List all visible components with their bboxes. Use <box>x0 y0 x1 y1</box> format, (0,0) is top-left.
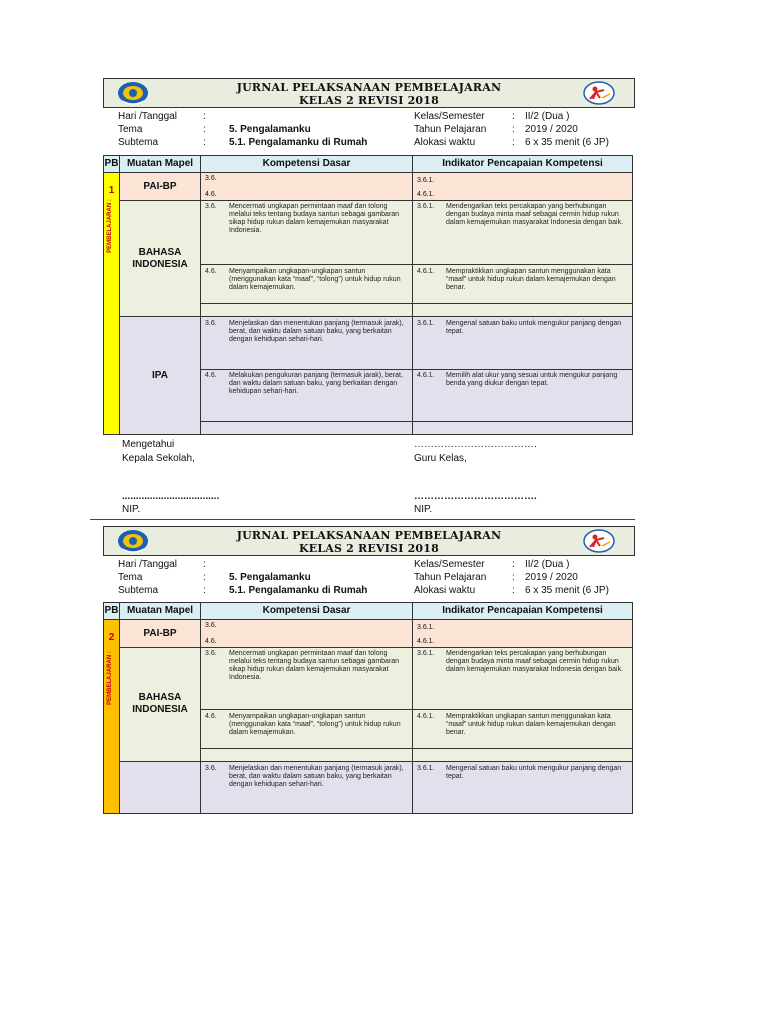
ipa-ind2-cell: 4.6.1. Memilih alat ukur yang sesuai untuk mengukur panjang benda yang diukur dengan tepat. <box>412 369 633 422</box>
bi-kd1-cell: 3.6. Mencermati ungkapan permintaan maaf dan tolong melalui teks tentang budaya santun sebagai gambaran sikap hidup rukun dalam kemajemukan masyarakat Indonesia. <box>200 647 413 710</box>
bi-kd1-cell: 3.6. Mencermati ungkapan permintaan maaf dan tolong melalui teks tentang budaya santun sebagai gambaran sikap hidup rukun dalam kemajemukan masyarakat Indonesia. <box>200 200 413 265</box>
tema-label: Tema <box>118 572 143 583</box>
bi-empty-cell <box>200 748 413 762</box>
colon: : <box>203 137 206 148</box>
header-indikator: Indikator Pencapaian Kompetensi <box>412 155 633 173</box>
subtema-label: Subtema <box>118 585 159 596</box>
bi-ind1-cell: 3.6.1. Mendengarkan teks percakapan yang berhubungan dengan budaya minta maaf sebagai cermin hidup rukun dalam kemajemukan masyarakat Indonesia dengan baik. <box>412 200 633 265</box>
kelas-value: II/2 (Dua ) <box>525 111 570 122</box>
bi-empty-cell <box>412 748 633 762</box>
ipa-empty-cell <box>412 421 633 435</box>
ipa-kd1-cell: 3.6. Menjelaskan dan menentukan panjang (termasuk jarak), berat, dan waktu dalam satuan baku, yang berkaitan dengan kehidupan sehari-hari. <box>200 761 413 814</box>
mapel-pai: PAI-BP <box>119 172 201 201</box>
tahun-value: 2019 / 2020 <box>525 572 578 583</box>
subtema-value: 5.1. Pengalamanku di Rumah <box>229 585 368 596</box>
header-kd: Kompetensi Dasar <box>200 155 413 173</box>
school-logo-icon <box>582 81 616 105</box>
pb-label: PEMBELAJARAN : <box>107 651 113 705</box>
colon: : <box>203 559 206 570</box>
colon: : <box>512 585 515 596</box>
pb-number: 2 <box>108 632 115 643</box>
mapel-ipa <box>119 761 201 814</box>
colon: : <box>203 572 206 583</box>
alokasi-label: Alokasi waktu <box>414 585 476 596</box>
journal-header <box>103 78 635 108</box>
bi-ind2-cell: 4.6.1. Mempraktikkan ungkapan santun menggunakan kata “maaf” untuk hidup rukun dalam kemajemukan dengan benar. <box>412 264 633 304</box>
pai-kd-cell: 3.6. 4.6. <box>200 619 413 648</box>
nip-right: NIP. <box>414 504 433 515</box>
nip-left: NIP. <box>122 504 141 515</box>
colon: : <box>203 585 206 596</box>
alokasi-value: 6 x 35 menit (6 JP) <box>525 137 609 148</box>
bi-kd2-cell: 4.6. Menyampaikan ungkapan-ungkapan santun (menggunakan kata “maaf”, “tolong”) untuk hidup rukun dalam kemajemukan. <box>200 264 413 304</box>
journal-title: JURNAL PELAKSANAAN PEMBELAJARAN <box>236 529 502 542</box>
ipa-ind1-cell: 3.6.1. Mengenal satuan baku untuk mengukur panjang dengan tepat. <box>412 316 633 370</box>
header-kd: Kompetensi Dasar <box>200 602 413 620</box>
tema-label: Tema <box>118 124 143 135</box>
pb-number: 1 <box>108 185 115 196</box>
ipa-kd1-cell: 3.6. Menjelaskan dan menentukan panjang (termasuk jarak), berat, dan waktu dalam satuan baku, yang berkaitan dengan kehidupan sehari-hari. <box>200 316 413 370</box>
subtema-label: Subtema <box>118 137 159 148</box>
bi-empty-cell <box>200 303 413 317</box>
tahun-label: Tahun Pelajaran <box>414 124 487 135</box>
mengetahui-label: Mengetahui <box>122 439 175 450</box>
colon: : <box>203 124 206 135</box>
tahun-value: 2019 / 2020 <box>525 124 578 135</box>
page-divider <box>90 519 635 520</box>
subtema-value: 5.1. Pengalamanku di Rumah <box>229 137 368 148</box>
ipa-kd2-cell: 4.6. Melakukan pengukuran panjang (termasuk jarak), berat, dan waktu dalam satuan baku, yang berkaitan dengan kehidupan sehari-hari. <box>200 369 413 422</box>
bi-ind2-cell: 4.6.1. Mempraktikkan ungkapan santun menggunakan kata “maaf” untuk hidup rukun dalam kemajemukan dengan benar. <box>412 709 633 749</box>
bi-kd2-cell: 4.6. Menyampaikan ungkapan-ungkapan santun (menggunakan kata “maaf”, “tolong”) untuk hidup rukun dalam kemajemukan. <box>200 709 413 749</box>
signature-line-right: ………………………………. <box>414 491 537 502</box>
bi-empty-cell <box>412 303 633 317</box>
colon: : <box>512 572 515 583</box>
journal-subtitle: KELAS 2 REVISI 2018 <box>298 542 439 555</box>
pai-kd-cell: 3.6. 4.6. <box>200 172 413 201</box>
kepala-sekolah-label: Kepala Sekolah, <box>122 453 195 464</box>
guru-kelas-label: Guru Kelas, <box>414 453 467 464</box>
ipa-empty-cell <box>200 421 413 435</box>
mapel-ipa: IPA <box>119 316 201 435</box>
alokasi-value: 6 x 35 menit (6 JP) <box>525 585 609 596</box>
colon: : <box>512 124 515 135</box>
colon: : <box>512 559 515 570</box>
header-mapel: Muatan Mapel <box>119 155 201 173</box>
date-line-right: ………………………………. <box>414 439 537 450</box>
kelas-label: Kelas/Semester <box>414 559 485 570</box>
journal-header <box>103 526 635 556</box>
mapel-bahasa-indonesia: BAHASA INDONESIA <box>119 200 201 317</box>
mapel-bahasa-indonesia: BAHASA INDONESIA <box>119 647 201 762</box>
pb-column <box>103 172 120 435</box>
ipa-ind1-cell: 3.6.1. Mengenal satuan baku untuk mengukur panjang dengan tepat. <box>412 761 633 814</box>
mapel-pai: PAI-BP <box>119 619 201 648</box>
header-pb: PB <box>103 155 120 173</box>
header-indikator: Indikator Pencapaian Kompetensi <box>412 602 633 620</box>
header-pb: PB <box>103 602 120 620</box>
tema-value: 5. Pengalamanku <box>229 572 311 583</box>
signature-line-left: ................................... <box>122 491 220 502</box>
journal-subtitle: KELAS 2 REVISI 2018 <box>298 94 439 107</box>
alokasi-label: Alokasi waktu <box>414 137 476 148</box>
hari-label: Hari /Tanggal <box>118 111 177 122</box>
colon: : <box>512 137 515 148</box>
header-mapel: Muatan Mapel <box>119 602 201 620</box>
pb-column <box>103 619 120 814</box>
school-logo-icon <box>582 529 616 553</box>
hari-label: Hari /Tanggal <box>118 559 177 570</box>
journal-title: JURNAL PELAKSANAAN PEMBELAJARAN <box>236 81 502 94</box>
kelas-label: Kelas/Semester <box>414 111 485 122</box>
pb-label: PEMBELAJARAN : <box>107 199 113 253</box>
colon: : <box>512 111 515 122</box>
pai-indikator-cell: 3.6.1. 4.6.1. <box>412 172 633 201</box>
kelas-value: II/2 (Dua ) <box>525 559 570 570</box>
pai-indikator-cell: 3.6.1. 4.6.1. <box>412 619 633 648</box>
bi-ind1-cell: 3.6.1. Mendengarkan teks percakapan yang berhubungan dengan budaya minta maaf sebagai cermin hidup rukun dalam kemajemukan masyarakat Indonesia dengan baik. <box>412 647 633 710</box>
tema-value: 5. Pengalamanku <box>229 124 311 135</box>
colon: : <box>203 111 206 122</box>
tahun-label: Tahun Pelajaran <box>414 572 487 583</box>
